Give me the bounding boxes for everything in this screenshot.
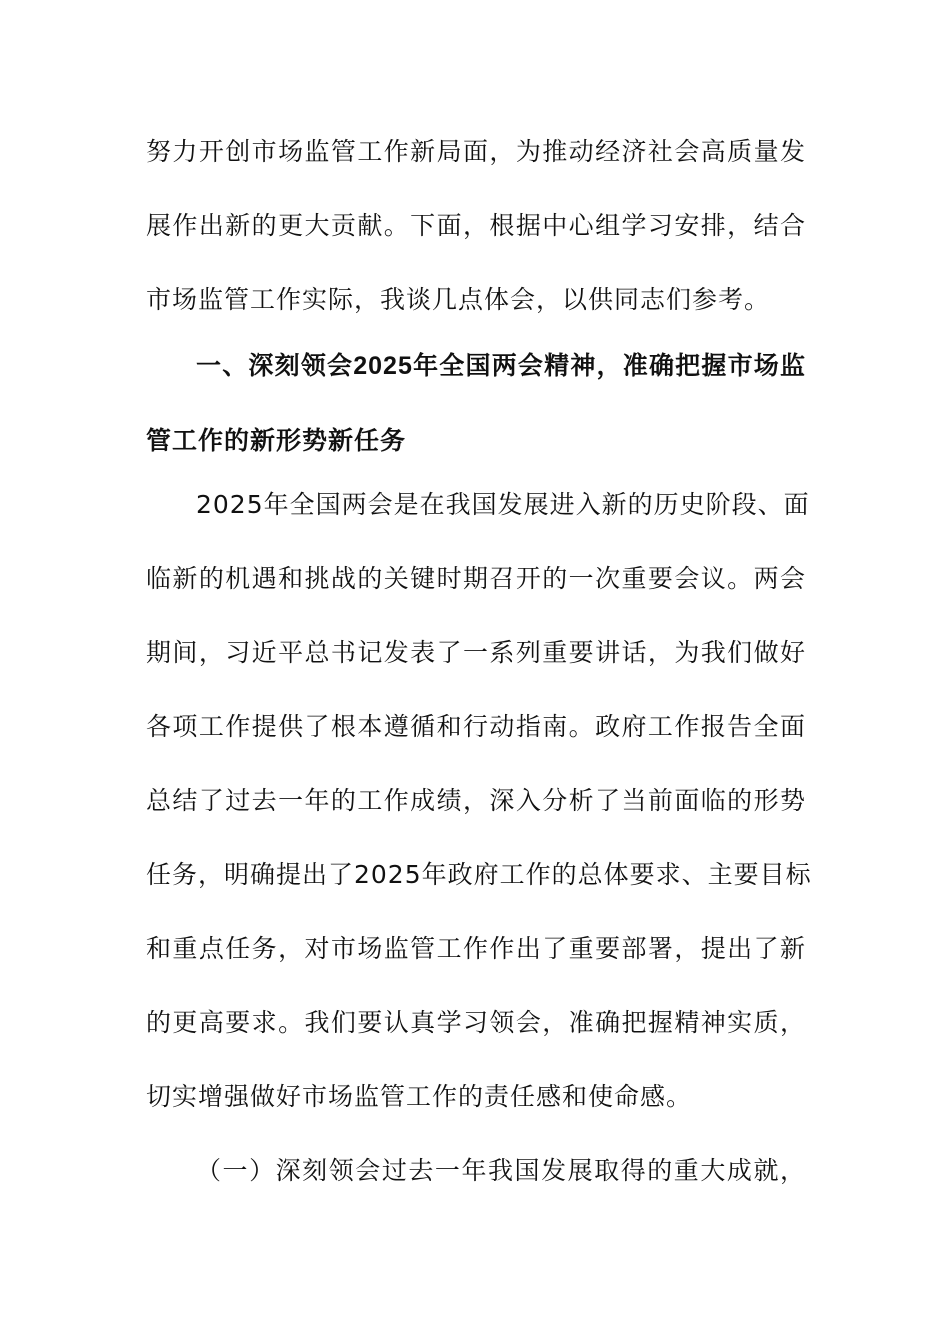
paragraph-line: 努力开创市场监管工作新局面，为推动经济社会高质量发	[146, 137, 806, 166]
paragraph-line: 各项工作提供了根本遵循和行动指南。政府工作报告全面	[146, 712, 806, 741]
paragraph-line: 切实增强做好市场监管工作的责任感和使命感。	[146, 1082, 693, 1111]
paragraph-line: 的更高要求。我们要认真学习领会，准确把握精神实质，	[146, 1008, 806, 1037]
section-heading-line: 一、深刻领会2025年全国两会精神，准确把握市场监	[196, 352, 806, 380]
subsection-heading-line: （一）深刻领会过去一年我国发展取得的重大成就，	[196, 1156, 806, 1185]
paragraph-line: 市场监管工作实际，我谈几点体会，以供同志们参考。	[146, 285, 771, 314]
paragraph-line: 展作出新的更大贡献。下面，根据中心组学习安排，结合	[146, 211, 806, 240]
paragraph-line: 2025年全国两会是在我国发展进入新的历史阶段、面	[196, 490, 810, 519]
paragraph-line: 临新的机遇和挑战的关键时期召开的一次重要会议。两会	[146, 564, 806, 593]
paragraph-line: 和重点任务，对市场监管工作作出了重要部署，提出了新	[146, 934, 806, 963]
section-heading-line: 管工作的新形势新任务	[146, 427, 407, 455]
paragraph-line: 期间，习近平总书记发表了一系列重要讲话，为我们做好	[146, 638, 806, 667]
paragraph-line: 总结了过去一年的工作成绩，深入分析了当前面临的形势	[146, 786, 806, 815]
paragraph-line: 任务，明确提出了2025年政府工作的总体要求、主要目标	[146, 860, 812, 889]
